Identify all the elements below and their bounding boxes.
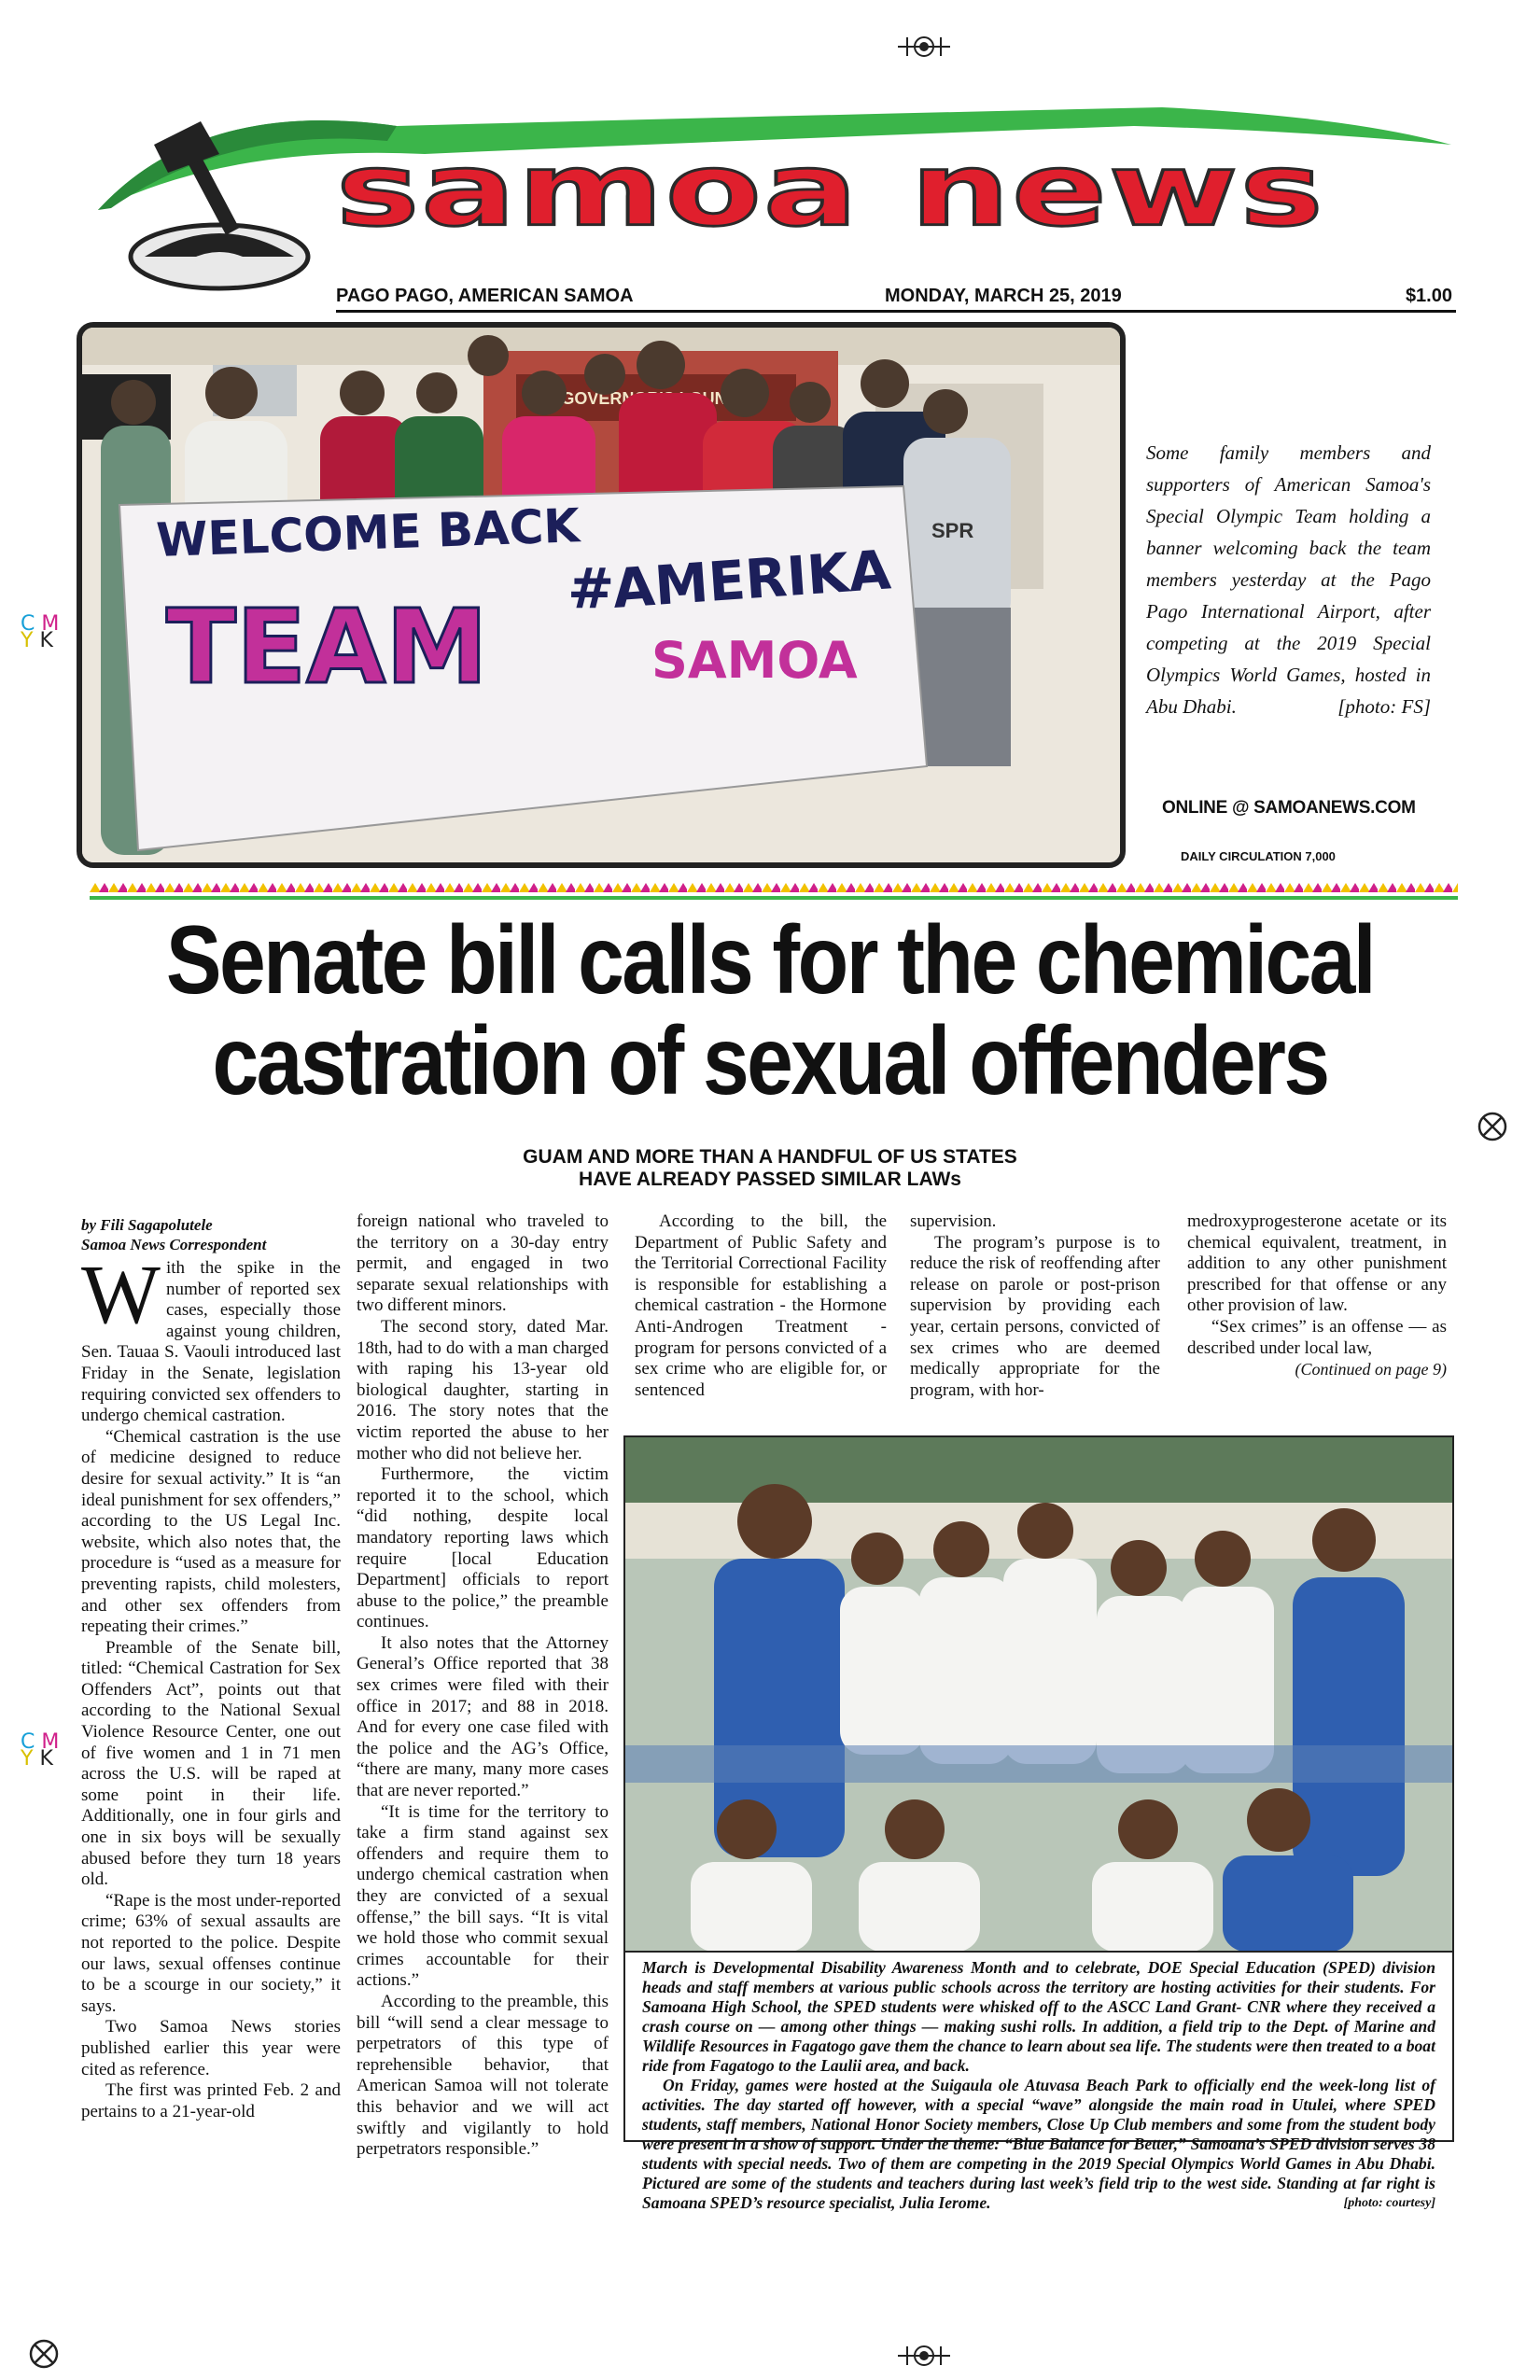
crosshair-circle-icon [1477,1111,1508,1147]
photo-credit: [photo: FS] [1337,695,1431,718]
byline-role: Samoa News Correspondent [81,1236,267,1253]
banner-amerika: AMERIKA [610,538,893,621]
article-column-4: supervision. The program’s purpose is to reduce the risk of reoffending after release on parole or post-prison supervision by providing each year, certain persons, convicted of sex crimes who are deemed medically appropriate for the program, with hor- [910,1211,1160,1400]
registration-mark-bottom [898,2343,950,2373]
banner-hash: # [567,556,615,622]
registration-mark-top [898,34,950,64]
banner-samoa: SAMOA [651,631,858,690]
article-column-3: According to the bill, the Department of Public Safety and the Territorial Correctional Facility is responsible for establishing a chemical castration - the Hormone Anti-Androgen Treatment - program for persons convicted of a sex crime who are eligible for, or sentenced [635,1211,887,1400]
price: $1.00 [1405,286,1452,306]
article-column-5: medroxyprogesterone acetate or its chemical equivalent, treatment, in addition to any other punishment prescribed for that offense or any other provision of law. “Sex crimes” is an offense — as described under local law, (Continued on page 9) [1187,1211,1447,1379]
continued-link[interactable]: (Continued on page 9) [1295,1360,1447,1379]
cmyk-mark: C M Y K [21,612,60,652]
byline-name: by Fili Sagapolutele [81,1216,213,1234]
top-photo-caption: Some family members and supporters of American Samoa's Special Olympic Team holding a banner welcoming back the team members yesterday at the Pago Pago International Airport, after competing at the 2019 Special Olympics World Games, hosted in Abu Dhabi. [photo: FS] [1146,437,1431,722]
sped-students-photo [623,1435,1454,1953]
lower-photo-caption: March is Developmental Disability Awareness Month and to celebrate, DOE Special Education (SPED) division heads and staff members at various public schools across the territory are hosting activities for their students. For Samoana High School, the SPED students were whisked off to the ASCC Land Grant- CNR where they received a crash course on — among other things — making sushi rolls. In addition, a field trip to the Dept. of Marine and Wildlife Resources in Fagatogo gave them the chance to learn about sea life. The students were then treated to a boat ride from Fagatogo to the Laulii area, and back. On Friday, games were hosted at the Suigaula ole Atuvasa Beach Park to officially end the week-long list of activities. The day started off however, with a special “wave” alongside the main road in Utulei, where SPED students, staff members, National Honor Society members, Close Up Club members and some from the student body were present in a show of support. Under the theme: “Blue Balance for Better,” Samoana’s SPED division serves 38 students with special needs. Two of them are competing in the 2019 Special Olympics World Games in Abu Dhabi. Pictured are some of the students and teachers during last week’s field trip to the west side. Standing at far right is Samoana SPED’s resource specialist, Julia Ierome. [photo: courtesy] [623,1951,1454,2142]
subheadline: GUAM AND MORE THAN A HANDFUL OF US STATES HAVE ALREADY PASSED SIMILAR LAWs [523,1146,1017,1190]
welcome-team-photo [77,322,1126,868]
masthead-info-bar [336,284,1456,313]
headline: Senate bill calls for the chemical castration of sexual offenders [165,906,1375,1115]
website-link[interactable]: ONLINE @ SAMOANEWS.COM [1162,798,1416,818]
banner-welcome-back: WELCOME BACK [155,498,581,567]
governors-lounge-sign: GOVERNOR'S LOUNGE [561,389,751,408]
drop-cap: W [81,1249,161,1341]
photo-credit: [photo: courtesy] [1343,2196,1435,2210]
cmyk-mark: C M Y K [21,1730,60,1771]
dateline-location: PAGO PAGO, AMERICAN SAMOA [336,286,634,306]
circulation: DAILY CIRCULATION 7,000 [1181,849,1336,863]
shirt-text: SPR [931,519,974,542]
banner-team: TEAM [166,587,488,707]
crosshair-circle-icon [28,2338,60,2374]
issue-date: MONDAY, MARCH 25, 2019 [885,286,1122,306]
masthead-title: samoa news [336,132,1325,249]
article-column-1: by Fili Sagapolutele Samoa News Correspondent With the spike in the number of reported sex cases, especially those against young children, Sen. Tauaa S. Vaouli introduced last Friday in the Senate, legislation requiring convicted sex offenders to undergo chemical castration. “Chemical castration is the use of medicine designed to reduce desire for sexual activity.” It is “an ideal punishment for sex offenders,” according to the US Legal Inc. website, which also notes that, the procedure is “used as a measure for preventing rapists, child molesters, and other sex offenders from repeating their crimes.” Preamble of the Senate bill, titled: “Chemical Castration for Sex Offenders Act”, points out that according to the National Sexual Violence Resource Center, one out of five women and 1 in 71 men across the U.S. will be raped at some point in their life. Additionally, one in four girls and one in six boys will be sexually abused before they turn 18 years old. “Rape is the most under-reported crime; 63% of sexual assaults are not reported to the police. Despite our laws, sexual offenses continue to be a scourge in our society,” it says. Two Samoa News stories published earlier this year were cited as reference. The first was printed Feb. 2 and pertains to a 21-year-old [81,1216,341,2121]
decorative-divider [90,881,1458,902]
article-column-2: foreign national who traveled to the territory on a 30-day entry permit, and engaged in two separate sexual relationships with two different minors. The second story, dated Mar. 18th, had to do with a man charged with raping his 13-year old biological daughter, starting in 2016. The story notes that the victim reported the abuse to her mother who did not believe her. Furthermore, the victim reported it to the school, which “did nothing, despite local mandatory reporting laws which require [local Education Department] officials to report abuse to the police,” the preamble continues. It also notes that the Attorney General’s Office reported that 38 sex crimes were filed with their office in 2017; and 88 in 2018. And for every one case filed with the police and the AG’s Office, “there are many, many more cases that are never reported.” “It is time for the territory to take a firm stand against sex offenders and require them to undergo chemical castration when they are convicted of a sexual offense,” the bill says. “It is vital we hold those who commit sexual crimes accountable for their actions.” According to the preamble, this bill “will send a clear message to perpetrators of this type of reprehensible behavior, that American Samoa will not tolerate this behavior and we will act swiftly and vigilantly to hold perpetrators responsible.” [357,1211,609,2160]
